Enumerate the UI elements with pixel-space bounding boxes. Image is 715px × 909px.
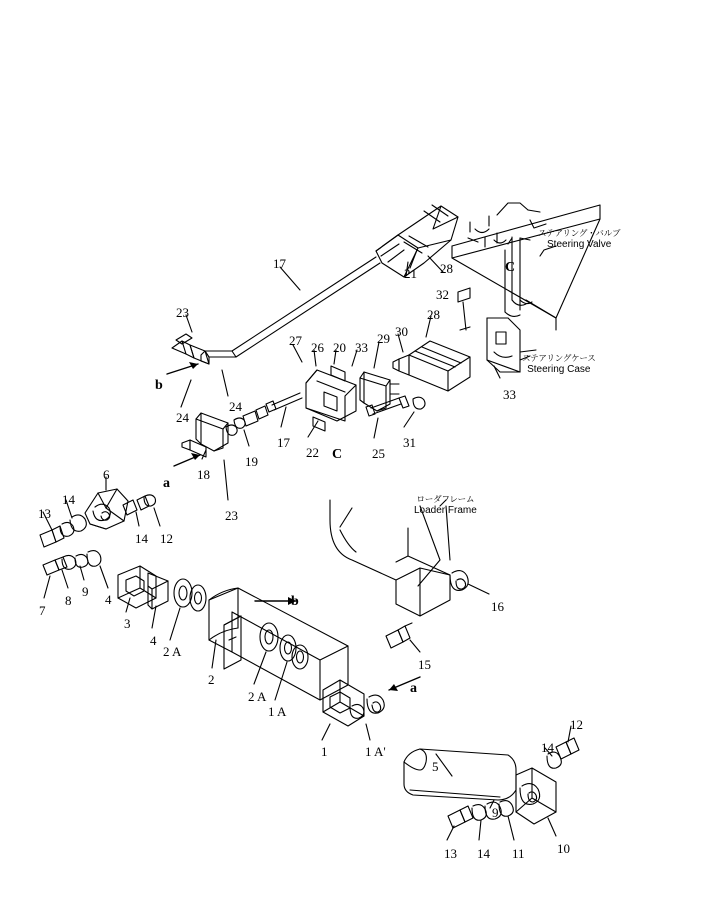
part-number-3: 3	[124, 616, 131, 631]
part-number-5: 5	[432, 759, 439, 774]
part-number-18: 18	[197, 467, 210, 482]
part-number-12: 12	[570, 717, 583, 732]
part-number-11: 11	[512, 846, 525, 861]
part-number-c: C	[505, 260, 516, 275]
part-number-2: 2	[208, 672, 215, 687]
part-number-24: 24	[176, 410, 189, 425]
part-number-14: 14	[541, 740, 554, 755]
callout-label-en: Loader Frame	[414, 505, 477, 516]
part-number-4: 4	[150, 633, 157, 648]
part-number-31: 31	[403, 435, 416, 450]
part-number-30: 30	[395, 324, 408, 339]
part-number-17: 17	[273, 256, 286, 271]
part-number-19: 19	[245, 454, 258, 469]
part-number-27: 27	[289, 333, 302, 348]
part-number-2a: 2 A	[248, 689, 267, 704]
part-number-a: a	[410, 681, 417, 696]
part-number-12: 12	[160, 531, 173, 546]
part-number-26: 26	[311, 340, 324, 355]
part-number-1: 1	[321, 744, 328, 759]
part-number-22: 22	[306, 445, 319, 460]
part-number-13: 13	[444, 846, 457, 861]
callout-label-jp: ステアリング・バルブ	[538, 228, 621, 238]
part-number-28: 28	[440, 261, 453, 276]
part-number-20: 20	[333, 340, 346, 355]
part-number-33: 33	[503, 387, 516, 402]
part-number-25: 25	[372, 446, 385, 461]
part-number-4: 4	[105, 592, 112, 607]
callout-steering-valve	[538, 228, 620, 250]
part-number-c: C	[332, 447, 343, 462]
part-number-32: 32	[436, 287, 449, 302]
part-number-15: 15	[418, 657, 431, 672]
part-number-b: b	[291, 594, 299, 609]
callout-label-jp: ローダフレーム	[416, 494, 475, 504]
callout-loader-frame	[414, 494, 477, 516]
part-number-1a: 1 A	[268, 704, 287, 719]
part-number-a: a	[163, 476, 170, 491]
part-number-10: 10	[557, 841, 570, 856]
part-number-16: 16	[491, 599, 504, 614]
part-number-13: 13	[38, 506, 51, 521]
part-number-2a: 2 A	[163, 644, 182, 659]
callout-label-en: Steering Valve	[547, 239, 612, 250]
part-number-9: 9	[492, 805, 499, 820]
part-number-7: 7	[39, 603, 46, 618]
part-number-14: 14	[477, 846, 490, 861]
part-number-28: 28	[427, 307, 440, 322]
part-number-29: 29	[377, 331, 390, 346]
callout-label-en: Steering Case	[527, 364, 591, 375]
part-number-14: 14	[62, 492, 75, 507]
part-number-24: 24	[229, 399, 242, 414]
part-number-6: 6	[103, 467, 110, 482]
part-number-b: b	[155, 378, 163, 393]
part-number-8: 8	[65, 593, 72, 608]
part-number-23: 23	[176, 305, 189, 320]
part-number-23: 23	[225, 508, 238, 523]
callout-steering-case	[522, 353, 596, 375]
callout-label-jp: ステアリングケース	[522, 353, 596, 363]
part-number-1a: 1 A'	[365, 744, 386, 759]
part-number-33: 33	[355, 340, 368, 355]
part-number-17: 17	[277, 435, 290, 450]
part-number-9: 9	[82, 584, 89, 599]
part-number-21: 21	[404, 266, 417, 281]
part-number-14: 14	[135, 531, 148, 546]
